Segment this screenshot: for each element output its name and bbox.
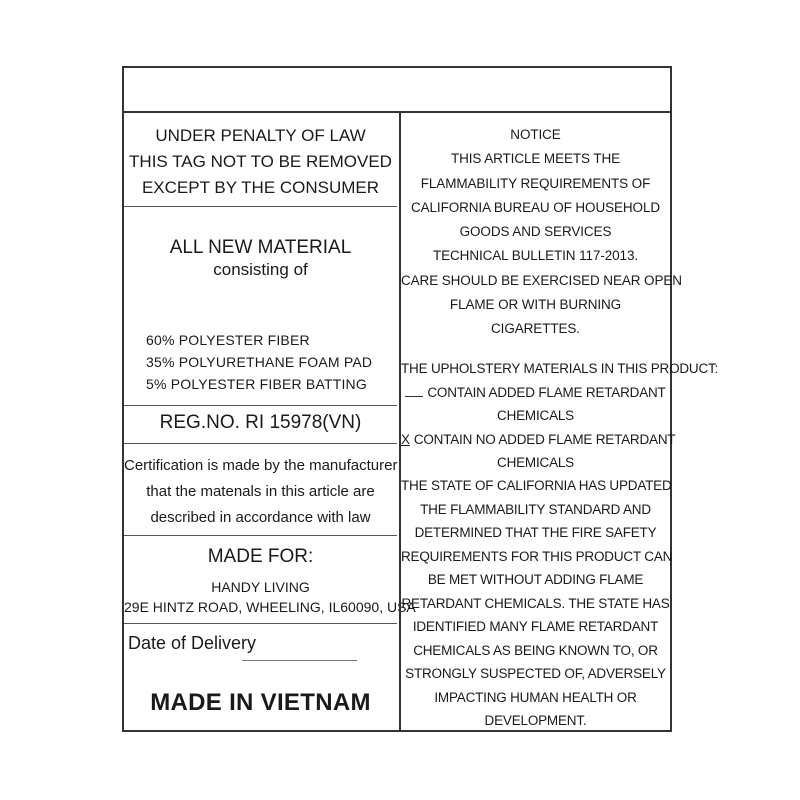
state-line: THE STATE OF CALIFORNIA HAS UPDATED — [401, 478, 672, 493]
date-of-delivery-label: Date of Delivery — [128, 633, 257, 653]
law-line: EXCEPT BY THE CONSUMER — [141, 178, 380, 197]
law-tag — [122, 66, 719, 732]
material-subheading: consisting of — [213, 260, 308, 279]
section-divider — [124, 206, 397, 207]
notice-line: GOODS AND SERVICES — [459, 224, 612, 240]
certification-line: that the matenals in this article are — [146, 483, 375, 500]
section-divider — [124, 623, 397, 624]
checkbox-marked: X — [401, 431, 410, 447]
notice-line: FLAMMABILITY REQUIREMENTS OF — [420, 175, 651, 191]
law-warning — [124, 123, 397, 201]
made-for-address: 29E HINTZ ROAD, WHEELING, IL60090, USA — [124, 599, 416, 615]
checkbox-blank — [405, 384, 423, 397]
state-line: RETARDANT CHEMICALS. THE STATE HAS — [401, 595, 670, 611]
tag-top-band — [124, 68, 670, 113]
option-contain-added — [401, 381, 670, 405]
material-heading: ALL NEW MATERIAL — [169, 237, 352, 258]
option-no-label-2: CHEMICALS — [497, 455, 574, 470]
notice-line: CARE SHOULD BE EXERCISED NEAR OPEN — [401, 272, 682, 288]
notice-line: CIGARETTES. — [491, 321, 580, 337]
notice-line: NOTICE — [510, 127, 561, 142]
law-line: UNDER PENALTY OF LAW — [155, 126, 366, 145]
material-heading-block — [124, 237, 397, 281]
section-divider — [124, 535, 397, 536]
made-for-heading: MADE FOR: — [207, 546, 314, 567]
section-divider — [124, 443, 397, 444]
fiber-item: 5% POLYESTER FIBER BATTING — [146, 376, 367, 392]
notice-line: CALIFORNIA BUREAU OF HOUSEHOLD — [410, 199, 661, 215]
notice-line: TECHNICAL BULLETIN 117-2013. — [432, 248, 639, 264]
state-line: DEVELOPMENT. — [484, 713, 587, 728]
option-no-label: CONTAIN NO ADDED FLAME RETARDANT — [413, 431, 676, 447]
state-line: BE MET WITHOUT ADDING FLAME — [427, 572, 644, 587]
state-line: DETERMINED THAT THE FIRE SAFETY — [414, 525, 657, 540]
option-contain-label: CONTAIN ADDED FLAME RETARDANT — [427, 384, 666, 400]
upholstery-heading: THE UPHOLSTERY MATERIALS IN THIS PRODUCT: — [401, 361, 719, 376]
flammability-notice — [401, 123, 682, 342]
option-contain-none — [401, 428, 676, 452]
section-divider — [124, 405, 397, 406]
fiber-item: 60% POLYESTER FIBER — [146, 332, 310, 348]
right-column — [399, 113, 719, 730]
fiber-item: 35% POLYURETHANE FOAM PAD — [146, 354, 373, 370]
state-line: CHEMICALS AS BEING KNOWN TO, OR — [413, 642, 658, 658]
certification-line: described in accordance with law — [150, 509, 371, 526]
certification-line: Certification is made by the manufacturer — [124, 457, 398, 474]
date-of-delivery-blank — [242, 660, 357, 661]
country-of-origin: MADE IN VIETNAM — [150, 689, 371, 716]
fiber-content-list — [146, 329, 419, 395]
made-for-name: HANDY LIVING — [211, 579, 310, 595]
certification-statement — [124, 453, 397, 531]
notice-line: THIS ARTICLE MEETS THE — [450, 151, 621, 167]
law-line: THIS TAG NOT TO BE REMOVED — [129, 152, 392, 171]
option-contain-label-2: CHEMICALS — [497, 408, 574, 423]
notice-line: FLAME OR WITH BURNING — [449, 297, 622, 313]
state-line: STRONGLY SUSPECTED OF, ADVERSELY — [405, 666, 666, 681]
state-line: THE FLAMMABILITY STANDARD AND — [420, 501, 651, 517]
state-line: IMPACTING HUMAN HEALTH OR — [434, 689, 637, 705]
registration-number: REG.NO. RI 15978(VN) — [159, 412, 362, 433]
left-column — [124, 113, 416, 730]
california-statement — [401, 474, 673, 733]
upholstery-declaration — [401, 357, 719, 475]
state-line: IDENTIFIED MANY FLAME RETARDANT — [412, 619, 659, 634]
made-for-details — [124, 577, 416, 617]
state-line: REQUIREMENTS FOR THIS PRODUCT CAN — [401, 548, 673, 564]
